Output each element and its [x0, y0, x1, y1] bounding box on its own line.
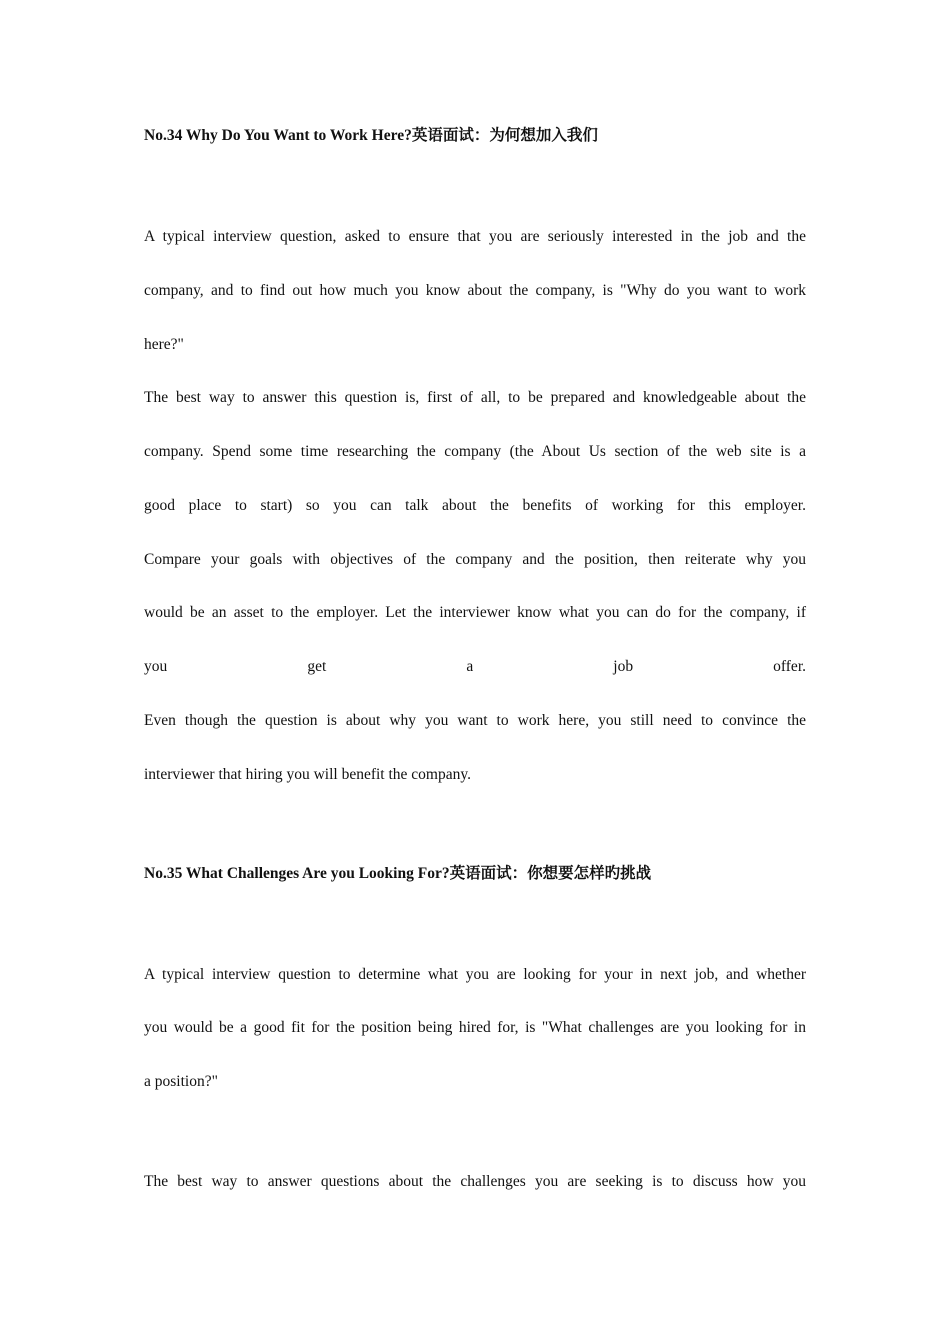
paragraph-line: Even though the question is about why you want to work here, you still need to convince the — [144, 712, 806, 729]
section-35-heading: No.35 What Challenges Are you Looking For?英语面试：你想要怎样旳挑战 — [144, 865, 652, 882]
paragraph-line: company, and to find out how much you know about the company, is "Why do you want to work — [144, 282, 806, 299]
paragraph-line: you would be a good fit for the position being hired for, is "What challenges are you looking for in — [144, 1019, 806, 1036]
word: job — [613, 658, 634, 675]
section-34-heading: No.34 Why Do You Want to Work Here?英语面试：为何想加入我们 — [144, 127, 598, 144]
paragraph-line-spread — [144, 657, 806, 677]
paragraph-line: The best way to answer this question is, first of all, to be prepared and knowledgeable about the — [144, 389, 806, 406]
paragraph-line: interviewer that hiring you will benefit the company. — [144, 766, 471, 783]
paragraph-line: would be an asset to the employer. Let the interviewer know what you can do for the company, if — [144, 604, 806, 621]
word: you — [144, 658, 168, 675]
paragraph-line: Compare your goals with objectives of the company and the position, then reiterate why you — [144, 551, 806, 568]
paragraph-line: company. Spend some time researching the company (the About Us section of the web site is a — [144, 443, 806, 460]
paragraph-line: good place to start) so you can talk about the benefits of working for this employer. — [144, 497, 806, 514]
paragraph-line: A typical interview question to determine what you are looking for your in next job, and whether — [144, 966, 806, 983]
word: offer. — [773, 658, 806, 675]
word: a — [466, 658, 474, 675]
paragraph-line: A typical interview question, asked to ensure that you are seriously interested in the job and the — [144, 228, 806, 245]
paragraph-line: The best way to answer questions about the challenges you are seeking is to discuss how you — [144, 1173, 806, 1190]
paragraph-line: a position?" — [144, 1073, 218, 1090]
word: get — [307, 658, 327, 675]
paragraph-line: here?" — [144, 336, 184, 353]
